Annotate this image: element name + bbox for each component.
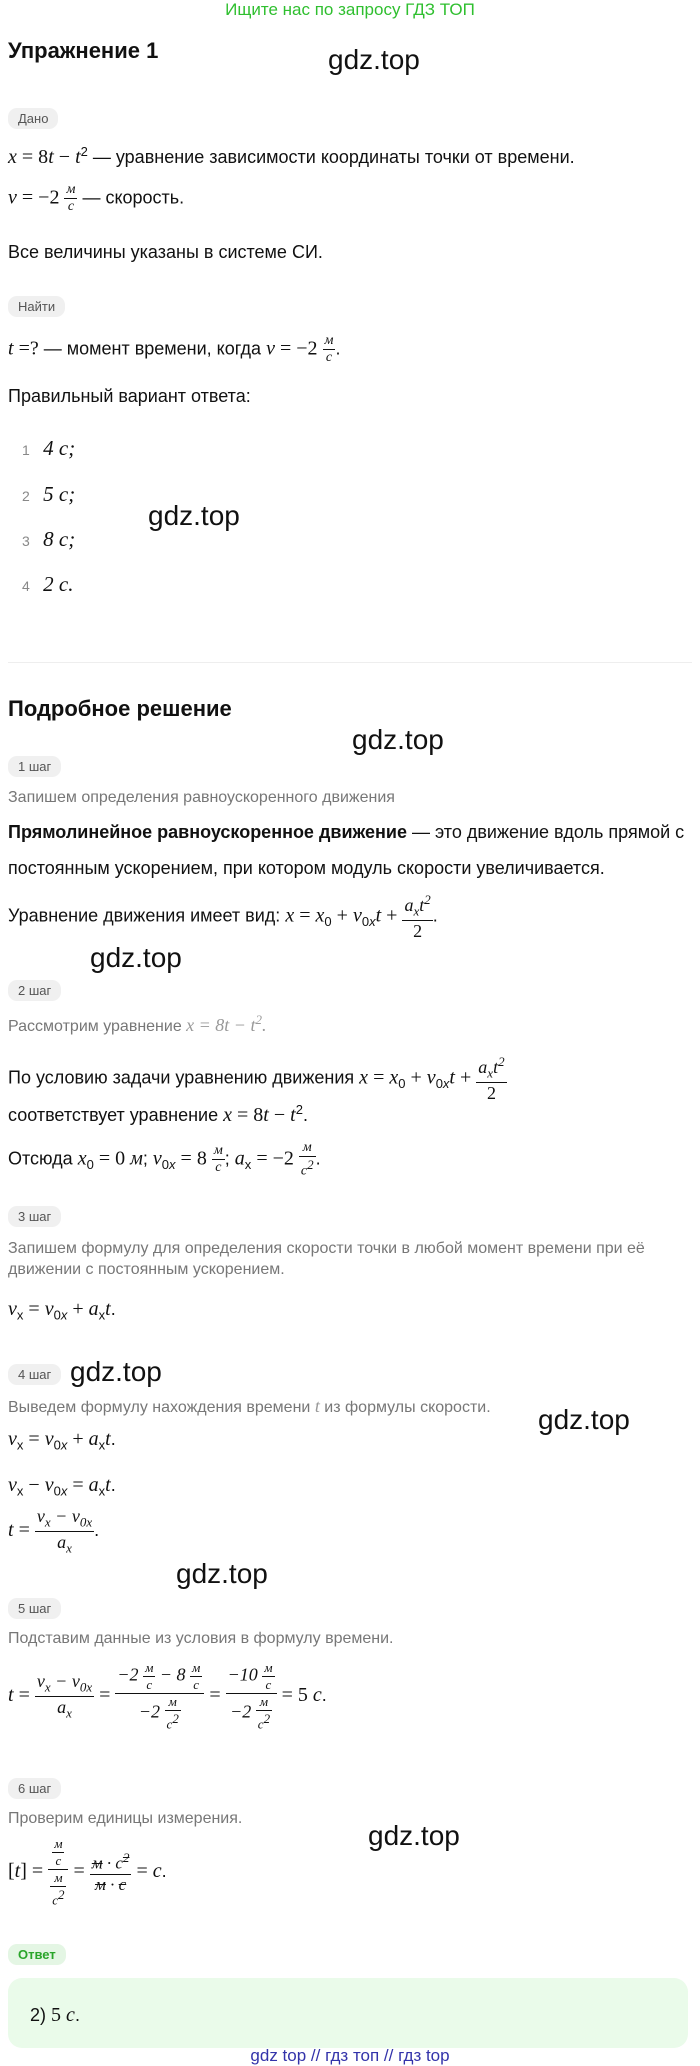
exercise-title: Упражнение 1 [8, 38, 159, 63]
find-chip: Найти [8, 296, 65, 317]
find-line: t =? — момент времени, когда v = −2 $\frac{м}{с}$ . [8, 333, 341, 365]
step-4-eq2: $v_x - v_{0x} = a_xt$. [8, 1474, 116, 1499]
step-4-eq1: $v_x = v_{0x} + a_xt$. [8, 1428, 116, 1453]
watermark: gdz.top [368, 1820, 460, 1851]
step-3-hint: Запишем формулу для определения скорости точки в любой момент времени при её движении с постоянным ускорением. [8, 1240, 645, 1278]
given-eq2-text: — скорость. [82, 187, 185, 208]
answer-text: 2) 5 с. [30, 2004, 80, 2026]
find-text: — момент времени, когда [43, 338, 262, 359]
step-6-hint: Проверим единицы измерения. [8, 1810, 243, 1827]
step-2-hint: Рассмотрим уравнение $x = 8t - t^2$. [8, 1012, 267, 1035]
watermark: gdz.top [176, 1558, 268, 1589]
given-eq1: $x = 8t - t^2$ — уравнение зависимости координаты точки от времени. [8, 144, 575, 168]
step-4-eq3: t = $\frac{v_x - v_{0x}}{a_x}$ . [8, 1506, 100, 1556]
step-1-chip: 1 шаг [8, 756, 61, 777]
watermark: gdz.top [148, 500, 240, 531]
watermark: gdz.top [538, 1404, 630, 1435]
hence-line: Отсюда $x_0 = 0$ м; $v_{0x} = 8$ $\frac{м}{с}$ ; $a_x = -2$ $\frac{м}{с^2}$ . [8, 1140, 321, 1179]
step-6-units: [t] = $\frac{\frac{м}{с}}{\frac{м}{с^2}}$ = $\frac{м \cdot с^2}{м \cdot с}$ = с. [8, 1836, 167, 1908]
step-5-hint: Подставим данные из условия в формулу времени. [8, 1630, 394, 1647]
watermark: gdz.top [90, 942, 182, 973]
option-1: 1 4 с; [22, 436, 76, 460]
step-4-hint: Выведем формулу нахождения времени t из формулы скорости. [8, 1396, 491, 1416]
given-chip: Дано [8, 108, 58, 129]
definition-line-1: Прямолинейное равноускоренное движение — это движение вдоль прямой с [8, 822, 685, 842]
top-banner: Ищите нас по запросу ГДЗ ТОП [225, 0, 475, 19]
answer-chip: Ответ [8, 1944, 66, 1965]
step-3-chip: 3 шаг [8, 1206, 61, 1227]
step-1-hint: Запишем определения равноускоренного движения [8, 789, 395, 806]
option-4: 4 2 с. [22, 572, 74, 596]
step-2-chip: 2 шаг [8, 980, 61, 1001]
divider [8, 662, 692, 663]
solution-title: Подробное решение [8, 696, 232, 721]
given-si: Все величины указаны в системе СИ. [8, 242, 323, 262]
step-5-calc: t = $\frac{v_x - v_{0x}}{a_x}$ = −2 $\frac{м}{с}$ − 8 $\frac{м}{с}$ −2 $\frac{м}{с^2}$ = −10 $\frac{м}{с}$ −2 $\frac{м}{с^2}$ = 5 с. [8, 1660, 327, 1732]
velocity-formula: $v_x = v_{0x} + a_xt$. [8, 1298, 116, 1323]
footer: gdz top // гдз топ // гдз top [250, 2046, 450, 2065]
condition-line: По условию задачи уравнению движения $x = x_0 + v_{0x}t$ + $\frac{a_xt^2}{2}$ [8, 1054, 505, 1103]
option-2: 2 5 с; [22, 482, 76, 506]
watermark: gdz.top [328, 44, 420, 75]
definition-term: Прямолинейное равноускоренное движение [8, 822, 407, 842]
corresponds-line: соответствует уравнение $x = 8t - t^2$. [8, 1102, 308, 1126]
watermark: gdz.top [352, 724, 444, 755]
step-5-chip: 5 шаг [8, 1598, 61, 1619]
definition-line-2: постоянным ускорением, при котором модуль скорости увеличивается. [8, 858, 605, 878]
given-eq2: v = −2 $\frac{м}{с}$ — скорость. [8, 182, 185, 214]
option-3: 3 8 с; [22, 527, 76, 551]
answer-prompt: Правильный вариант ответа: [8, 386, 251, 406]
given-eq1-text: — уравнение зависимости координаты точки от времени. [92, 147, 575, 167]
step-6-chip: 6 шаг [8, 1778, 61, 1799]
answer-box [8, 1978, 688, 2048]
watermark: gdz.top [70, 1356, 162, 1387]
motion-equation: Уравнение движения имеет вид: $x = x_0 + v_{0x}t$ + $\frac{a_xt^2}{2}$ . [8, 892, 438, 941]
step-4-chip: 4 шаг [8, 1364, 61, 1385]
